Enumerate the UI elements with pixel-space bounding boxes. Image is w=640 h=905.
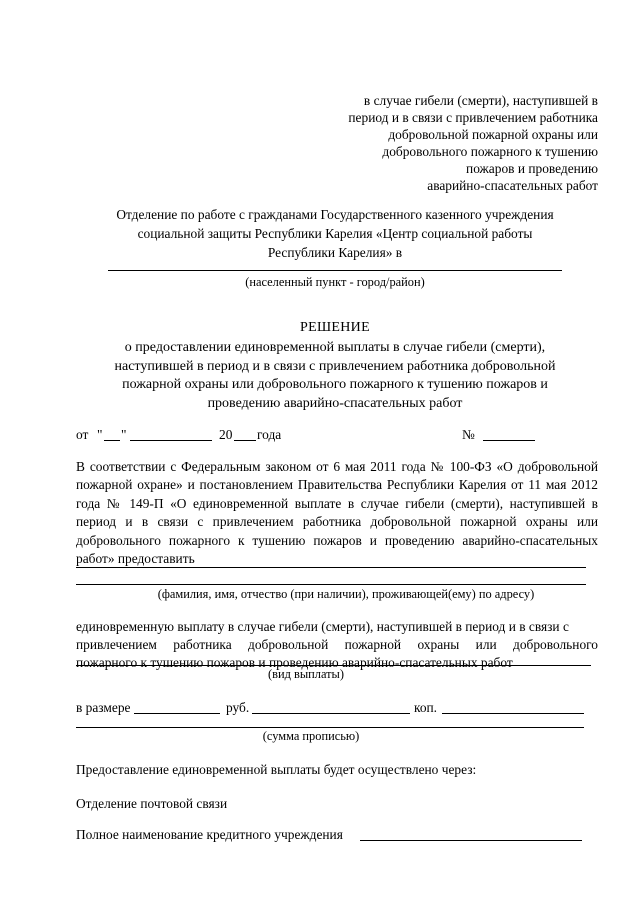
department-line: социальной защиты Республики Карелия «Центр социальной работы [137, 226, 533, 241]
date-close-quote: " [121, 427, 127, 442]
post-office-label: Отделение почтовой связи [76, 796, 228, 811]
addressee-line: добровольного пожарного к тушению [382, 144, 598, 159]
rub-field[interactable] [252, 713, 410, 714]
date-century: 20 [219, 427, 233, 442]
number-sign: № [462, 427, 475, 442]
decision-number-field[interactable] [483, 440, 535, 441]
payment-type-caption: (вид выплаты) [267, 667, 345, 681]
addressee-line: добровольной пожарной охраны или [388, 127, 598, 142]
department-line: Отделение по работе с гражданами Государственного казенного учреждения [116, 207, 554, 222]
date-year-word: года [257, 427, 282, 442]
day-field[interactable] [104, 440, 120, 441]
decision-title: РЕШЕНИЕ [300, 320, 370, 335]
kop-field[interactable] [442, 713, 584, 714]
bank-name-field[interactable] [360, 840, 582, 841]
decision-subtitle-line: о предоставлении единовременной выплаты в случае гибели (смерти), [124, 340, 546, 355]
addressee-line: период и в связи с привлечением работника [348, 110, 598, 125]
payment-type-line-2: привлечением работника добровольной пожарной охраны или добровольного [76, 637, 598, 652]
recipient-field-line-2[interactable] [76, 584, 586, 585]
decision-subtitle-line: наступившей в период и в связи с привлечением работника добровольной [114, 358, 556, 374]
decision-subtitle [40, 339, 630, 413]
amount-words-caption: (сумма прописью) [262, 729, 360, 743]
decision-subtitle-line: пожарной охраны или добровольного пожарного к тушению пожаров и [122, 377, 548, 392]
recipient-field-line-1[interactable] [76, 567, 586, 568]
addressee-block [348, 92, 598, 194]
payment-type-field-line[interactable] [76, 665, 591, 666]
bank-label: Полное наименование кредитного учреждения [76, 827, 343, 842]
recipient-caption: (фамилия, имя, отчество (при наличии), проживающей(ему) по адресу) [157, 587, 535, 601]
settlement-caption: (населенный пункт - город/район) [245, 275, 425, 289]
amount-number-field[interactable] [134, 713, 220, 714]
department-line: Республики Карелия» в [267, 245, 403, 260]
delivery-intro: Предоставление единовременной выплаты будет осуществлено через: [76, 762, 477, 777]
date-open-quote: " [97, 427, 103, 442]
amount-prefix: в размере [76, 700, 131, 715]
decision-subtitle-line: проведению аварийно-спасательных работ [207, 395, 463, 411]
date-from-label: от [76, 427, 89, 442]
rub-label: руб. [226, 700, 250, 715]
payment-type-line-3: пожарного к тушению пожаров и проведению аварийно-спасательных работ [76, 655, 513, 670]
kop-label: коп. [414, 700, 438, 715]
addressee-line: пожаров и проведению [466, 161, 598, 176]
month-field[interactable] [130, 440, 212, 441]
addressee-line: аварийно-спасательных работ [427, 178, 598, 193]
payment-type-line-1: единовременную выплату в случае гибели (смерти), наступившей в период и в связи с [76, 619, 569, 634]
legal-basis-paragraph: В соответствии с Федеральным законом от 6 мая 2011 года № 100-ФЗ «О добровольной пожарной охране» и постановлением Правительства Республики Карелия от 11 мая 2012 года № 149-П «О единовременной выплате в случае гибели (смерти), наступившей в период и в связи с привлечением работника добровольной пожарной охраны или добровольного пожарного к тушению пожаров и проведению аварийно-спасательных работ» предоставить [76, 459, 598, 567]
department-block [60, 205, 610, 262]
amount-words-field-line[interactable] [76, 727, 584, 728]
addressee-line: в случае гибели (смерти), наступившей в [363, 93, 598, 108]
year-field[interactable] [234, 440, 256, 441]
settlement-field-line[interactable] [108, 270, 562, 271]
